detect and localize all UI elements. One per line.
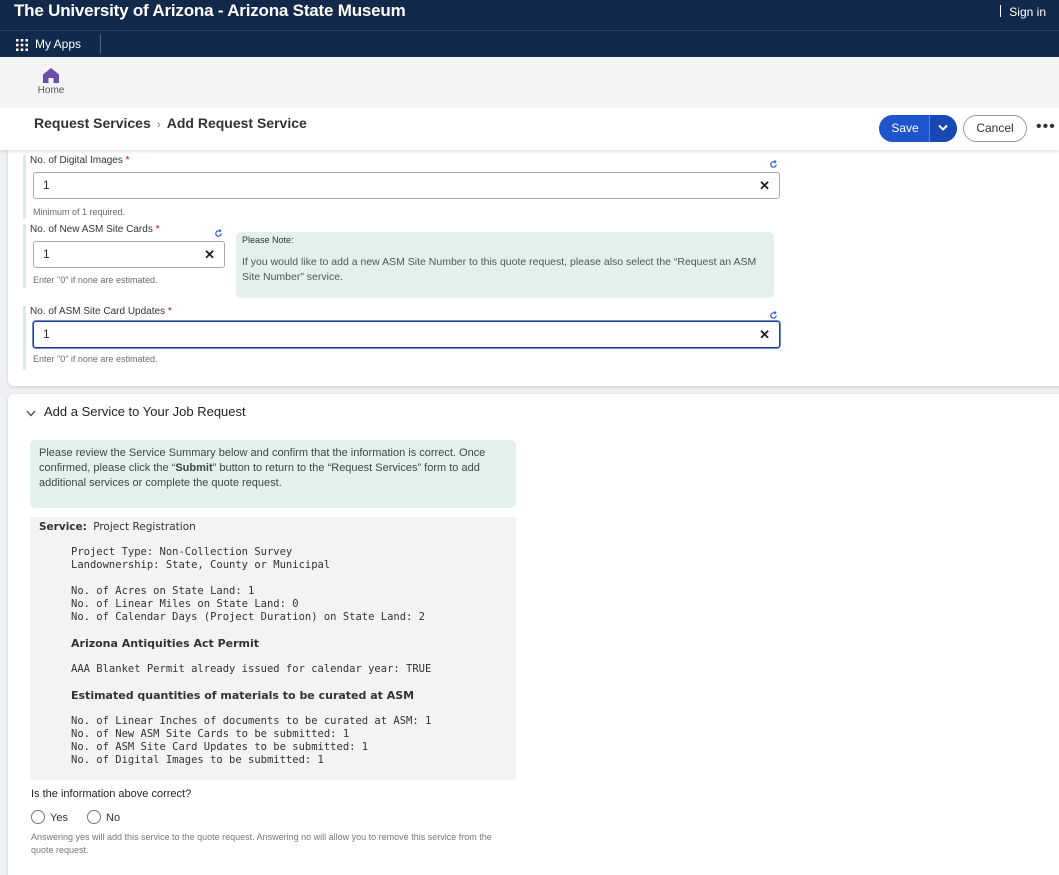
save-options-button[interactable] (929, 115, 957, 142)
chevron-down-icon (938, 124, 948, 132)
required-mark: * (155, 224, 160, 235)
summary-line: No. of Linear Miles on State Land: 0 (71, 598, 299, 610)
summary-group (39, 585, 507, 624)
chevron-right-icon: › (156, 117, 161, 131)
digital-images-field (23, 155, 778, 219)
info-bold: Submit (175, 462, 213, 474)
page-title: Add Request Service (166, 115, 307, 131)
sign-in-link[interactable] (1000, 5, 1046, 19)
site-card-updates-label (30, 306, 778, 317)
home-label: Home (37, 85, 65, 96)
confirm-question: Is the information above correct? (31, 788, 192, 800)
site-card-updates-field (23, 306, 778, 370)
section-title: Add a Service to Your Job Request (44, 404, 246, 419)
clear-icon[interactable]: ✕ (204, 247, 215, 262)
summary-line: Project Type: Non-Collection Survey (71, 546, 293, 558)
materials-heading: Estimated quantities of materials to be curated at ASM (71, 689, 415, 702)
radio-label: No (106, 812, 121, 824)
service-summary (30, 517, 516, 780)
reset-icon[interactable] (769, 311, 778, 320)
quantities-card (8, 150, 1059, 386)
input-value: 1 (43, 327, 50, 341)
radio-circle (87, 810, 101, 824)
save-button-group (879, 115, 957, 142)
section-toggle[interactable] (26, 404, 246, 419)
home-icon (43, 68, 59, 83)
required-mark: * (167, 306, 172, 317)
my-apps-link[interactable]: My Apps (35, 37, 82, 51)
info-text: ” button to return to the “Request Services” form to add additional services or complete the quote request. (39, 462, 480, 489)
site-card-updates-input[interactable] (33, 321, 780, 348)
site-number-note (236, 232, 774, 298)
chevron-down-icon (26, 410, 36, 417)
field-hint: Minimum of 1 required. (33, 207, 126, 217)
apps-grid-icon[interactable] (16, 39, 28, 51)
new-site-cards-field (23, 224, 223, 288)
new-site-cards-input[interactable] (33, 241, 225, 268)
service-label: Service: (39, 521, 87, 533)
no-radio[interactable] (87, 810, 120, 824)
site-title[interactable]: The University of Arizona - Arizona State Museum (14, 1, 406, 20)
new-site-cards-label (30, 224, 223, 235)
breadcrumb-parent[interactable]: Request Services (34, 115, 151, 131)
clear-icon[interactable]: ✕ (759, 178, 770, 193)
digital-images-input[interactable] (33, 172, 780, 199)
summary-group (39, 546, 507, 572)
top-bar (0, 0, 1059, 30)
home-bar (0, 57, 1059, 108)
permit-heading: Arizona Antiquities Act Permit (71, 637, 260, 650)
note-title: Please Note: (242, 235, 294, 245)
reset-icon[interactable] (769, 160, 778, 169)
label-text: No. of Digital Images (30, 155, 123, 166)
clear-icon[interactable]: ✕ (759, 327, 770, 342)
save-button[interactable]: Save (891, 121, 919, 135)
summary-line: No. of Acres on State Land: 1 (71, 585, 255, 597)
info-text: Please review the Service Summary below and confirm that the information is correct. Once confirmed, please click the “ (39, 447, 486, 474)
add-service-card (8, 394, 1059, 875)
page-header (0, 108, 1059, 150)
note-body: If you would like to add a new ASM Site Number to this quote request, please also select the “Request an ASM Site Number” service. (242, 256, 757, 283)
sign-in-label: Sign in (1009, 5, 1046, 19)
breadcrumb (34, 115, 307, 131)
input-value: 1 (43, 178, 50, 192)
required-mark: * (125, 155, 130, 166)
radio-label: Yes (50, 812, 68, 824)
summary-line: No. of Linear Inches of documents to be curated at ASM: 1 (71, 715, 432, 727)
divider (100, 34, 101, 54)
summary-group (39, 715, 507, 767)
summary-line: No. of ASM Site Card Updates to be submitted: 1 (71, 741, 369, 753)
reset-icon[interactable] (214, 229, 223, 238)
summary-service (39, 521, 507, 534)
app-bar (0, 30, 1059, 57)
field-hint: Enter "0" if none are estimated. (33, 275, 158, 285)
review-info-box (30, 440, 516, 508)
answer-hint: Answering yes will add this service to the quote request. Answering no will allow you to remove this service from the quote request. (31, 832, 492, 855)
service-name: Project Registration (93, 521, 196, 533)
field-hint: Enter "0" if none are estimated. (33, 354, 158, 364)
radio-circle (31, 810, 45, 824)
input-value: 1 (43, 247, 50, 261)
divider (1000, 5, 1001, 17)
home-nav-item[interactable] (36, 68, 66, 96)
yes-radio[interactable] (31, 810, 68, 824)
summary-line: No. of New ASM Site Cards to be submitted: 1 (71, 728, 350, 740)
label-text: No. of New ASM Site Cards (30, 224, 153, 235)
summary-line: Landownership: State, County or Municipal (71, 559, 331, 571)
label-text: No. of ASM Site Card Updates (30, 306, 166, 317)
summary-line: No. of Calendar Days (Project Duration) on State Land: 2 (71, 611, 426, 623)
digital-images-label (30, 155, 778, 166)
summary-line: No. of Digital Images to be submitted: 1 (71, 754, 324, 766)
more-options-icon[interactable]: ••• (1036, 118, 1056, 135)
summary-line: AAA Blanket Permit already issued for calendar year: TRUE (71, 663, 432, 675)
cancel-button[interactable]: Cancel (963, 115, 1027, 142)
